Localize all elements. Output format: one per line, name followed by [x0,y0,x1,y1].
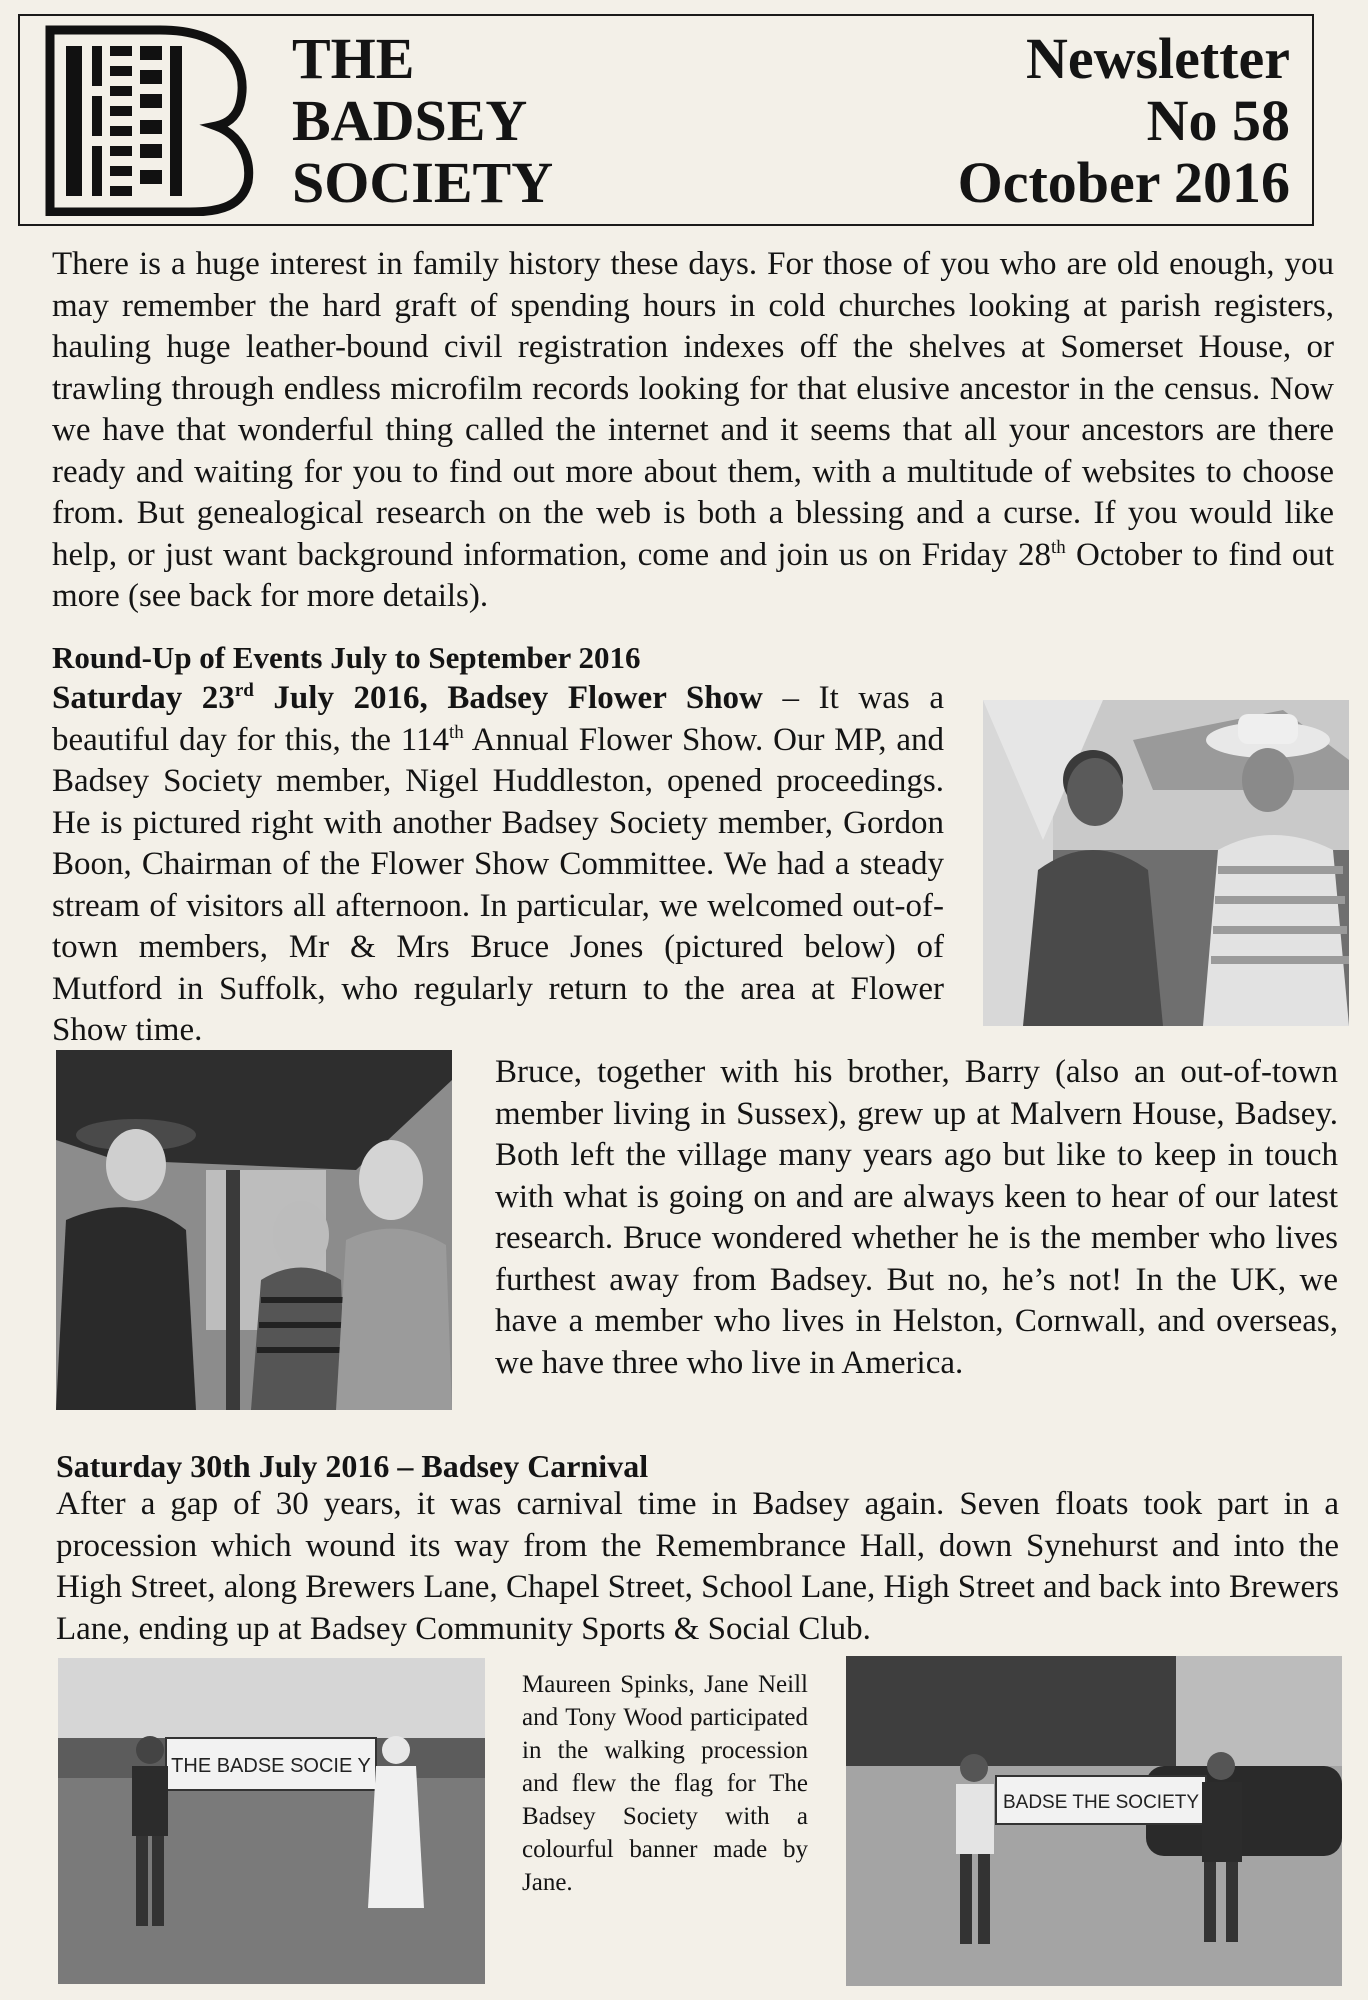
ordinal-suffix: rd [234,680,254,701]
photo-mp-and-chairman-image [983,700,1349,1026]
masthead [18,14,1314,226]
badsey-society-logo [40,24,260,216]
flower-show-text: Annual Flower Show. Our MP, and Badsey Society member, Nigel Huddleston, opened proceedings. He is pictured right with another Badsey Society member, Gordon Boon, Chairman of the Flower Show Committee. We had a steady stream of visitors all afternoon. In particular, we welcomed out-of-town members, Mr & Mrs Bruce Jones (pictured below) of Mutford in Suffolk, who regularly return to the area at Flower Show time. [52,721,944,1048]
issue-number: No 58 [1146,88,1290,153]
photo-bruce-jones [56,1050,452,1410]
photo-carnival-banner-left [58,1658,485,1984]
ordinal-suffix: th [448,721,464,743]
carnival-paragraph: After a gap of 30 years, it was carnival time in Badsey again. Seven floats took part in a procession which wound its way from the Remembrance Hall, down Synehurst and into the High Street, along Brewers Lane, Chapel Street, School Lane, High Street and back into Brewers Lane, ending up at Badsey Community Sports & Social Club. [56,1486,1339,1647]
photo-carnival-banner-right [846,1656,1342,1986]
flower-show-heading [52,680,763,716]
title-line: SOCIETY [292,150,554,215]
society-title [292,28,553,214]
issue-info [958,28,1290,214]
intro-text: October to find out more (see back for more details). [52,536,1334,614]
newsletter-label: Newsletter [1025,26,1290,91]
intro-paragraph [52,244,1334,618]
issue-date: October 2016 [957,150,1290,215]
flower-show-text: – It was a beautiful day for this, the 114 [52,680,944,758]
title-line: THE [292,26,415,91]
photo-carnival-banner-left-image [58,1658,485,1984]
intro-text: There is a huge interest in family history these days. For those of you who are old enough, you may remember the hard graft of spending hours in cold churches looking at parish registers, hauling huge leather-bound civil registration indexes off the shelves at Somerset House, or trawling through endless microfilm records looking for that elusive ancestor in the census. Now we have that wonderful thing called the internet and it seems that all your ancestors are there ready and waiting for you to find out more about them, with a multitude of websites to choose from. But genealogical research on the web is both a blessing and a curse. If you would like help, or just want background information, come and join us on Friday 28 [52,246,1334,573]
title-line: BADSEY [292,88,528,153]
heading-text: Saturday 23 [52,680,235,716]
roundup-heading: Round-Up of Events July to September 2016 [52,640,641,675]
flower-show-paragraph [52,678,944,1052]
photo-carnival-banner-right-image [846,1656,1342,1986]
members-paragraph: Bruce, together with his brother, Barry (also an out-of-town member living in Sussex), grew up at Malvern House, Badsey. Both left the village many years ago but like to keep in touch with what is going on and are always keen to hear of our latest research. Bruce wondered whether he is the member who lives furthest away from Badsey. But no, he’s not! In the UK, we have a member who lives in Helston, Cornwall, and overseas, we have three who live in America. [495,1054,1338,1381]
photo-bruce-jones-image [56,1050,452,1410]
heading-text: July 2016, Badsey Flower Show [253,680,763,716]
banner-text: BADSE THE SOCIETY [1002,1792,1200,1813]
banner-text: THE BADSE SOCIE Y [171,1755,371,1777]
carnival-heading: Saturday 30th July 2016 – Badsey Carnival [56,1448,649,1484]
photo-mp-and-chairman [983,700,1349,1026]
carnival-photo-caption: Maureen Spinks, Jane Neill and Tony Wood participated in the walking procession and flew the flag for The Badsey Society with a colourful banner made by Jane. [522,1671,808,1896]
ordinal-suffix: th [1050,536,1066,558]
